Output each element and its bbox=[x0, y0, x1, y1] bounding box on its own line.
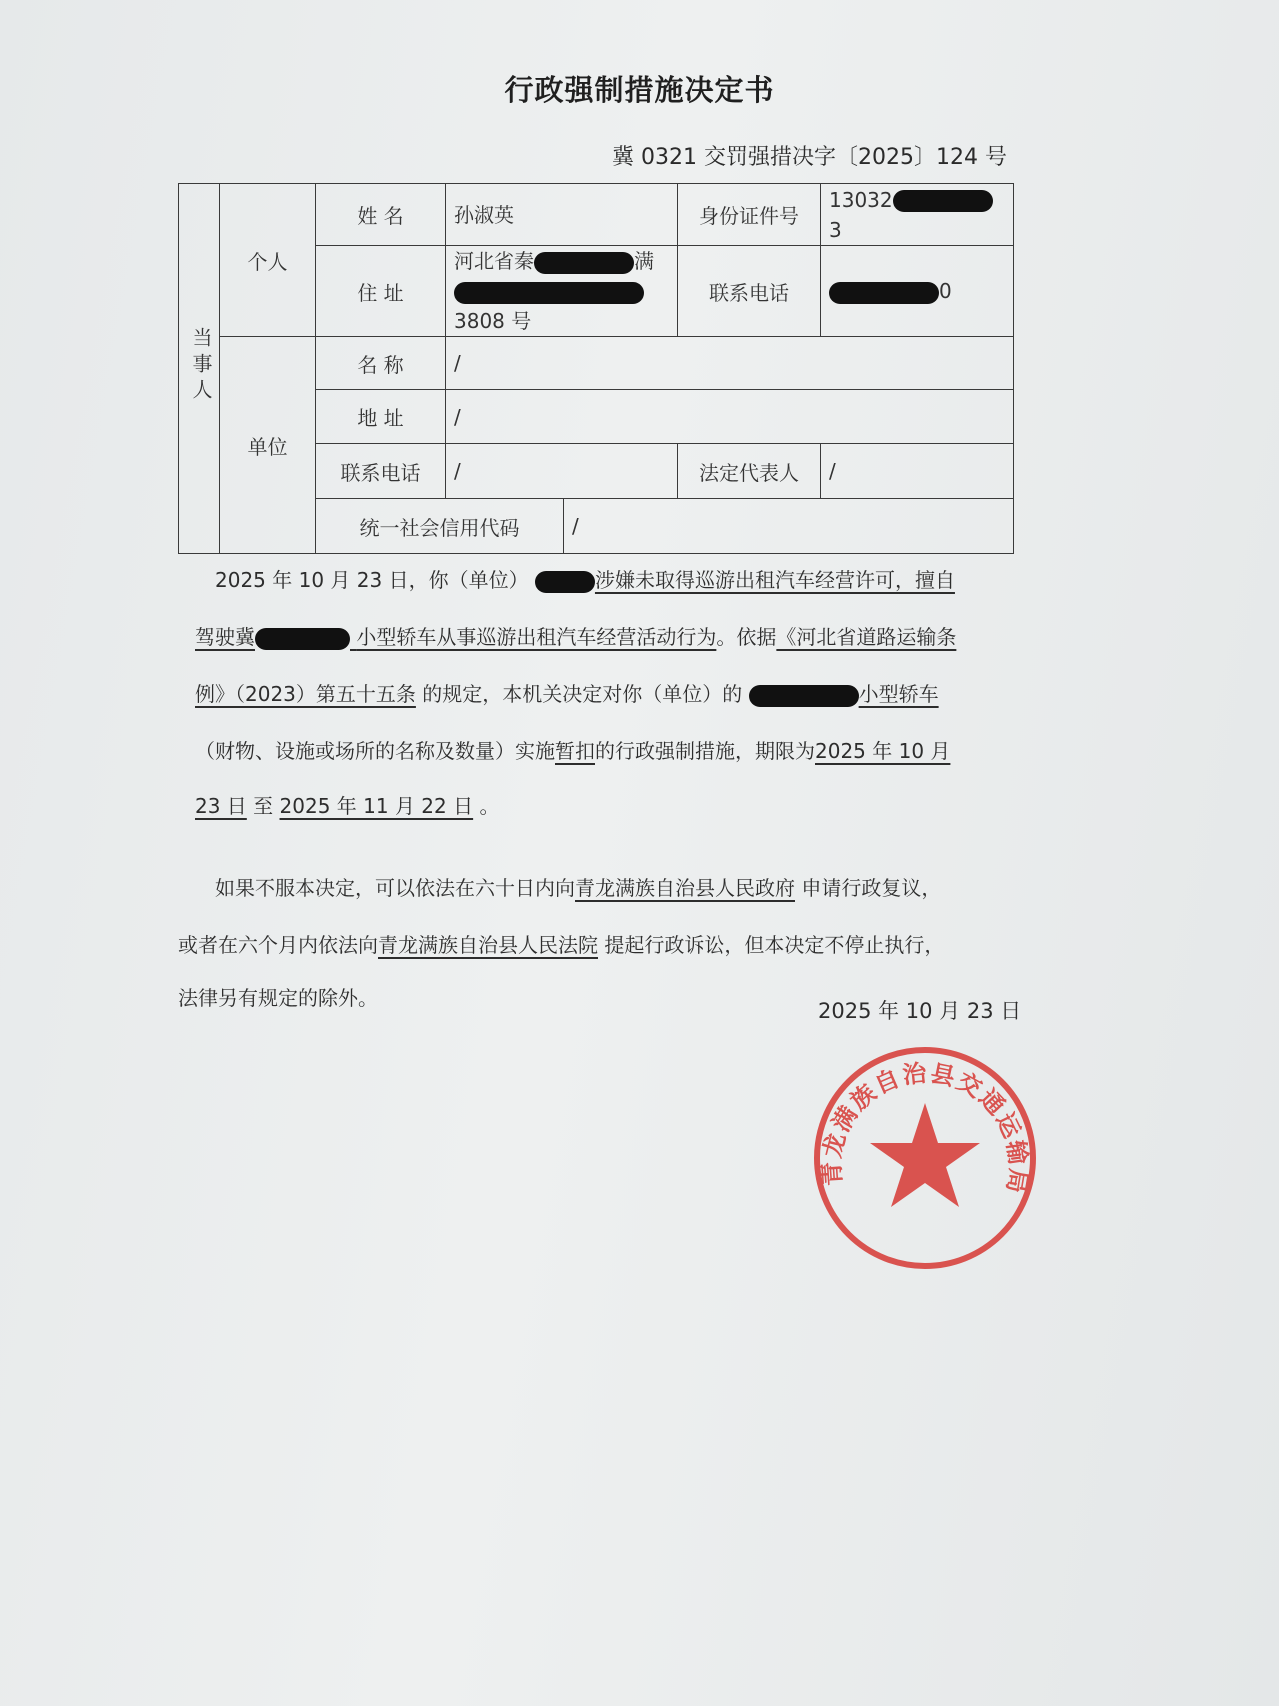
individual-label: 个人 bbox=[220, 184, 316, 337]
period-start: 2025 年 10 月 bbox=[815, 739, 951, 763]
phone-label: 联系电话 bbox=[678, 246, 821, 337]
legal-rep-label: 法定代表人 bbox=[678, 444, 821, 499]
address-label: 住 址 bbox=[316, 246, 446, 337]
text: 的规定，本机关决定对你（单位）的 bbox=[422, 682, 743, 706]
official-seal bbox=[812, 1045, 1038, 1271]
phone-value-end: 0 bbox=[939, 279, 952, 303]
name-value: 孙淑英 bbox=[446, 184, 678, 246]
seized-item bbox=[749, 682, 939, 706]
party-label: 当事人 bbox=[189, 327, 213, 405]
legal-rep-value: / bbox=[821, 444, 1014, 499]
phone-value bbox=[821, 246, 1014, 337]
id-value-start: 13032 bbox=[829, 187, 893, 212]
paragraph-2-line-3: 法律另有规定的除外。 bbox=[178, 986, 378, 1010]
id-label: 身份证件号 bbox=[678, 184, 821, 246]
paragraph-1-line-4 bbox=[195, 735, 950, 764]
redaction-mark bbox=[829, 282, 939, 304]
vehicle-fact bbox=[195, 625, 716, 649]
text: 提起行政诉讼，但本决定不停止执行， bbox=[604, 933, 945, 957]
unit-name-value: / bbox=[446, 337, 1014, 390]
unit-name-label: 名 称 bbox=[316, 337, 446, 390]
text: 。依据 bbox=[716, 625, 777, 649]
text: 小型轿车从事巡游出租汽车经营活动行为 bbox=[356, 625, 717, 649]
party-label-cell bbox=[179, 184, 220, 554]
unit-phone-value: / bbox=[446, 444, 678, 499]
address-line-1-end: 满 bbox=[634, 249, 654, 273]
text: （财物、设施或场所的名称及数量）实施 bbox=[195, 739, 555, 763]
review-authority: 青龙满族自治县人民政府 bbox=[575, 876, 795, 900]
paragraph-1-line-1 bbox=[215, 564, 955, 593]
issue-date: 2025 年 10 月 23 日 bbox=[818, 999, 1022, 1023]
legal-basis: 《河北省道路运输条 bbox=[776, 625, 957, 649]
text: 申请行政复议， bbox=[801, 876, 942, 900]
paragraph-1-line-3 bbox=[195, 678, 939, 707]
redaction-mark bbox=[534, 252, 634, 274]
text: 小型轿车 bbox=[858, 682, 939, 706]
party-fact bbox=[535, 568, 955, 592]
star-icon bbox=[870, 1103, 980, 1207]
text: 。 bbox=[479, 794, 500, 818]
text: 或者在六个月内依法向 bbox=[178, 933, 378, 957]
credit-code-label: 统一社会信用代码 bbox=[316, 499, 564, 554]
unit-address-label: 地 址 bbox=[316, 390, 446, 444]
text: 如果不服本决定，可以依法在六十日内向 bbox=[215, 876, 575, 900]
text: 驾驶冀 bbox=[195, 625, 255, 649]
text: 的行政强制措施，期限为 bbox=[595, 739, 815, 763]
id-value bbox=[821, 184, 1014, 246]
text: 2025 年 10 月 23 日，你（单位） bbox=[215, 568, 529, 592]
paragraph-1-line-5 bbox=[195, 790, 499, 819]
address-line-3: 3808 号 bbox=[454, 309, 532, 333]
redaction-mark bbox=[454, 282, 644, 304]
unit-address-value: / bbox=[446, 390, 1014, 444]
paragraph-2-line-1 bbox=[215, 872, 941, 901]
redaction-mark bbox=[535, 571, 595, 593]
document-number: 冀 0321 交罚强措决字〔2025〕124 号 bbox=[612, 145, 1007, 170]
period-end: 2025 年 11 月 22 日 bbox=[279, 794, 474, 818]
name-label: 姓 名 bbox=[316, 184, 446, 246]
text: 至 bbox=[253, 794, 274, 818]
paragraph-1-line-2 bbox=[195, 621, 956, 650]
redaction-mark bbox=[749, 685, 859, 707]
seal-text-path: 青龙满族自治县交通运输局 bbox=[817, 1058, 1033, 1197]
document-title: 行政强制措施决定书 bbox=[504, 73, 775, 107]
redaction-mark bbox=[255, 628, 350, 650]
unit-label: 单位 bbox=[220, 337, 316, 554]
legal-basis-cont: 例》（2023）第五十五条 bbox=[195, 682, 416, 706]
redaction-mark bbox=[893, 190, 993, 212]
court: 青龙满族自治县人民法院 bbox=[378, 933, 598, 957]
credit-code-value: / bbox=[564, 499, 1014, 554]
measure: 暂扣 bbox=[555, 739, 595, 763]
period-start-cont: 23 日 bbox=[195, 794, 247, 818]
party-info-table bbox=[178, 183, 1014, 554]
unit-phone-label: 联系电话 bbox=[316, 444, 446, 499]
id-value-end: 3 bbox=[829, 217, 842, 242]
paragraph-2-line-2 bbox=[178, 929, 944, 958]
address-line-1: 河北省秦 bbox=[454, 249, 534, 273]
address-value bbox=[446, 246, 678, 337]
text: 涉嫌未取得巡游出租汽车经营许可，擅自 bbox=[594, 568, 955, 592]
